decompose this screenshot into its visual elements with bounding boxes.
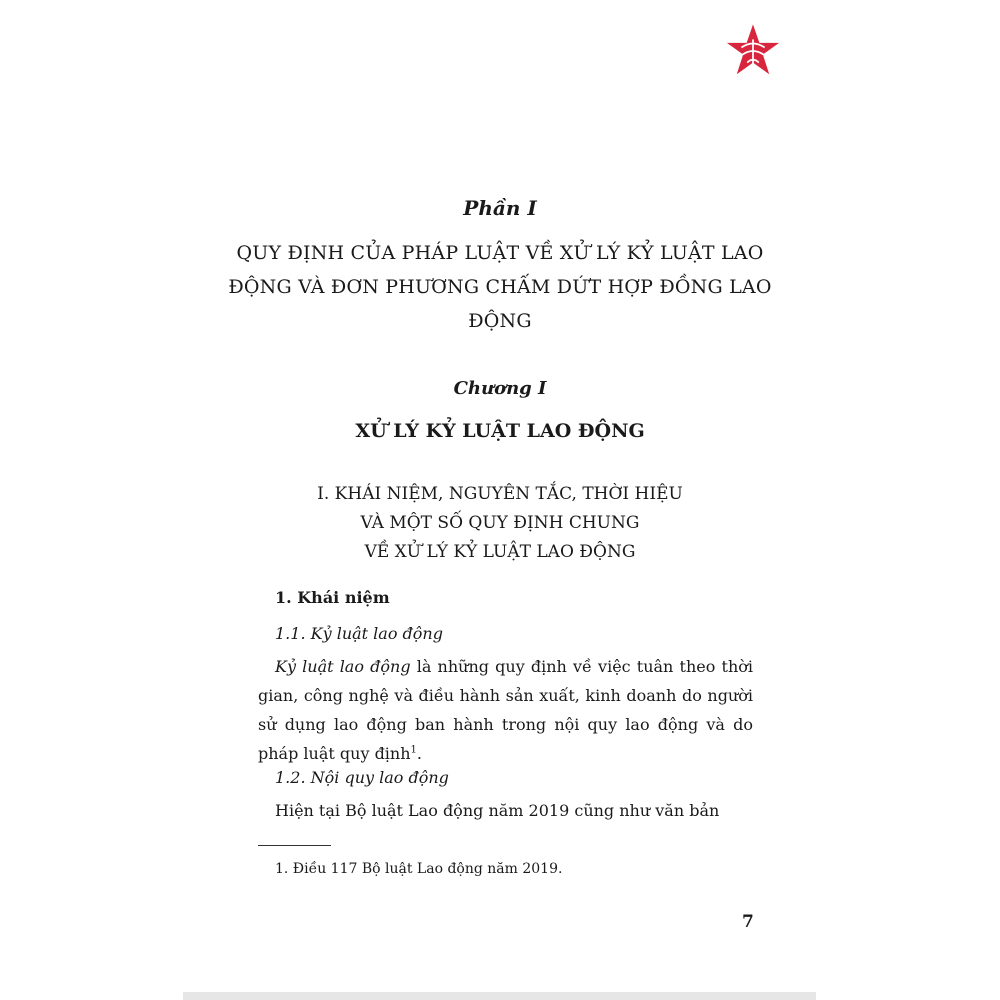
paragraph-end: .	[416, 744, 422, 763]
publisher-star-logo-icon	[724, 22, 782, 80]
section-heading	[0, 480, 1000, 567]
part-heading	[0, 236, 1000, 338]
section-heading-line: I. KHÁI NIỆM, NGUYÊN TẮC, THỜI HIỆU	[317, 484, 683, 504]
chapter-heading: XỬ LÝ KỶ LUẬT LAO ĐỘNG	[355, 420, 645, 442]
paragraph-labor-discipline	[258, 652, 753, 768]
footnote-text: 1. Điều 117 Bộ luật Lao động năm 2019.	[275, 861, 563, 877]
chapter-title: Chương I	[453, 378, 547, 399]
part-heading-line: ĐỘNG	[468, 310, 532, 332]
page-number: 7	[742, 912, 754, 932]
section-heading-line: VỀ XỬ LÝ KỶ LUẬT LAO ĐỘNG	[364, 542, 636, 562]
defined-term: Kỷ luật lao động	[275, 657, 411, 676]
subheading-labor-rules: 1.2. Nội quy lao động	[275, 768, 449, 787]
page-bottom-edge	[183, 992, 816, 1000]
section-heading-line: VÀ MỘT SỐ QUY ĐỊNH CHUNG	[360, 513, 640, 533]
footnote-divider	[258, 845, 331, 846]
paragraph-text: là những quy định về việc tuân theo thời gian, công nghệ và điều hành sản xuất, kinh doanh do người sử dụng lao động ban hành trong nội quy lao động và do pháp luật quy định	[258, 657, 753, 763]
concept-heading: 1. Khái niệm	[275, 588, 390, 607]
part-title: Phần I	[463, 196, 537, 220]
subheading-labor-discipline: 1.1. Kỷ luật lao động	[275, 624, 443, 643]
paragraph-labor-rules: Hiện tại Bộ luật Lao động năm 2019 cũng như văn bản	[275, 801, 720, 820]
part-heading-line: QUY ĐỊNH CỦA PHÁP LUẬT VỀ XỬ LÝ KỶ LUẬT LAO	[236, 242, 764, 264]
footnote-reference[interactable]: 1	[410, 744, 417, 756]
part-heading-line: ĐỘNG VÀ ĐƠN PHƯƠNG CHẤM DỨT HỢP ĐỒNG LAO	[228, 276, 772, 298]
